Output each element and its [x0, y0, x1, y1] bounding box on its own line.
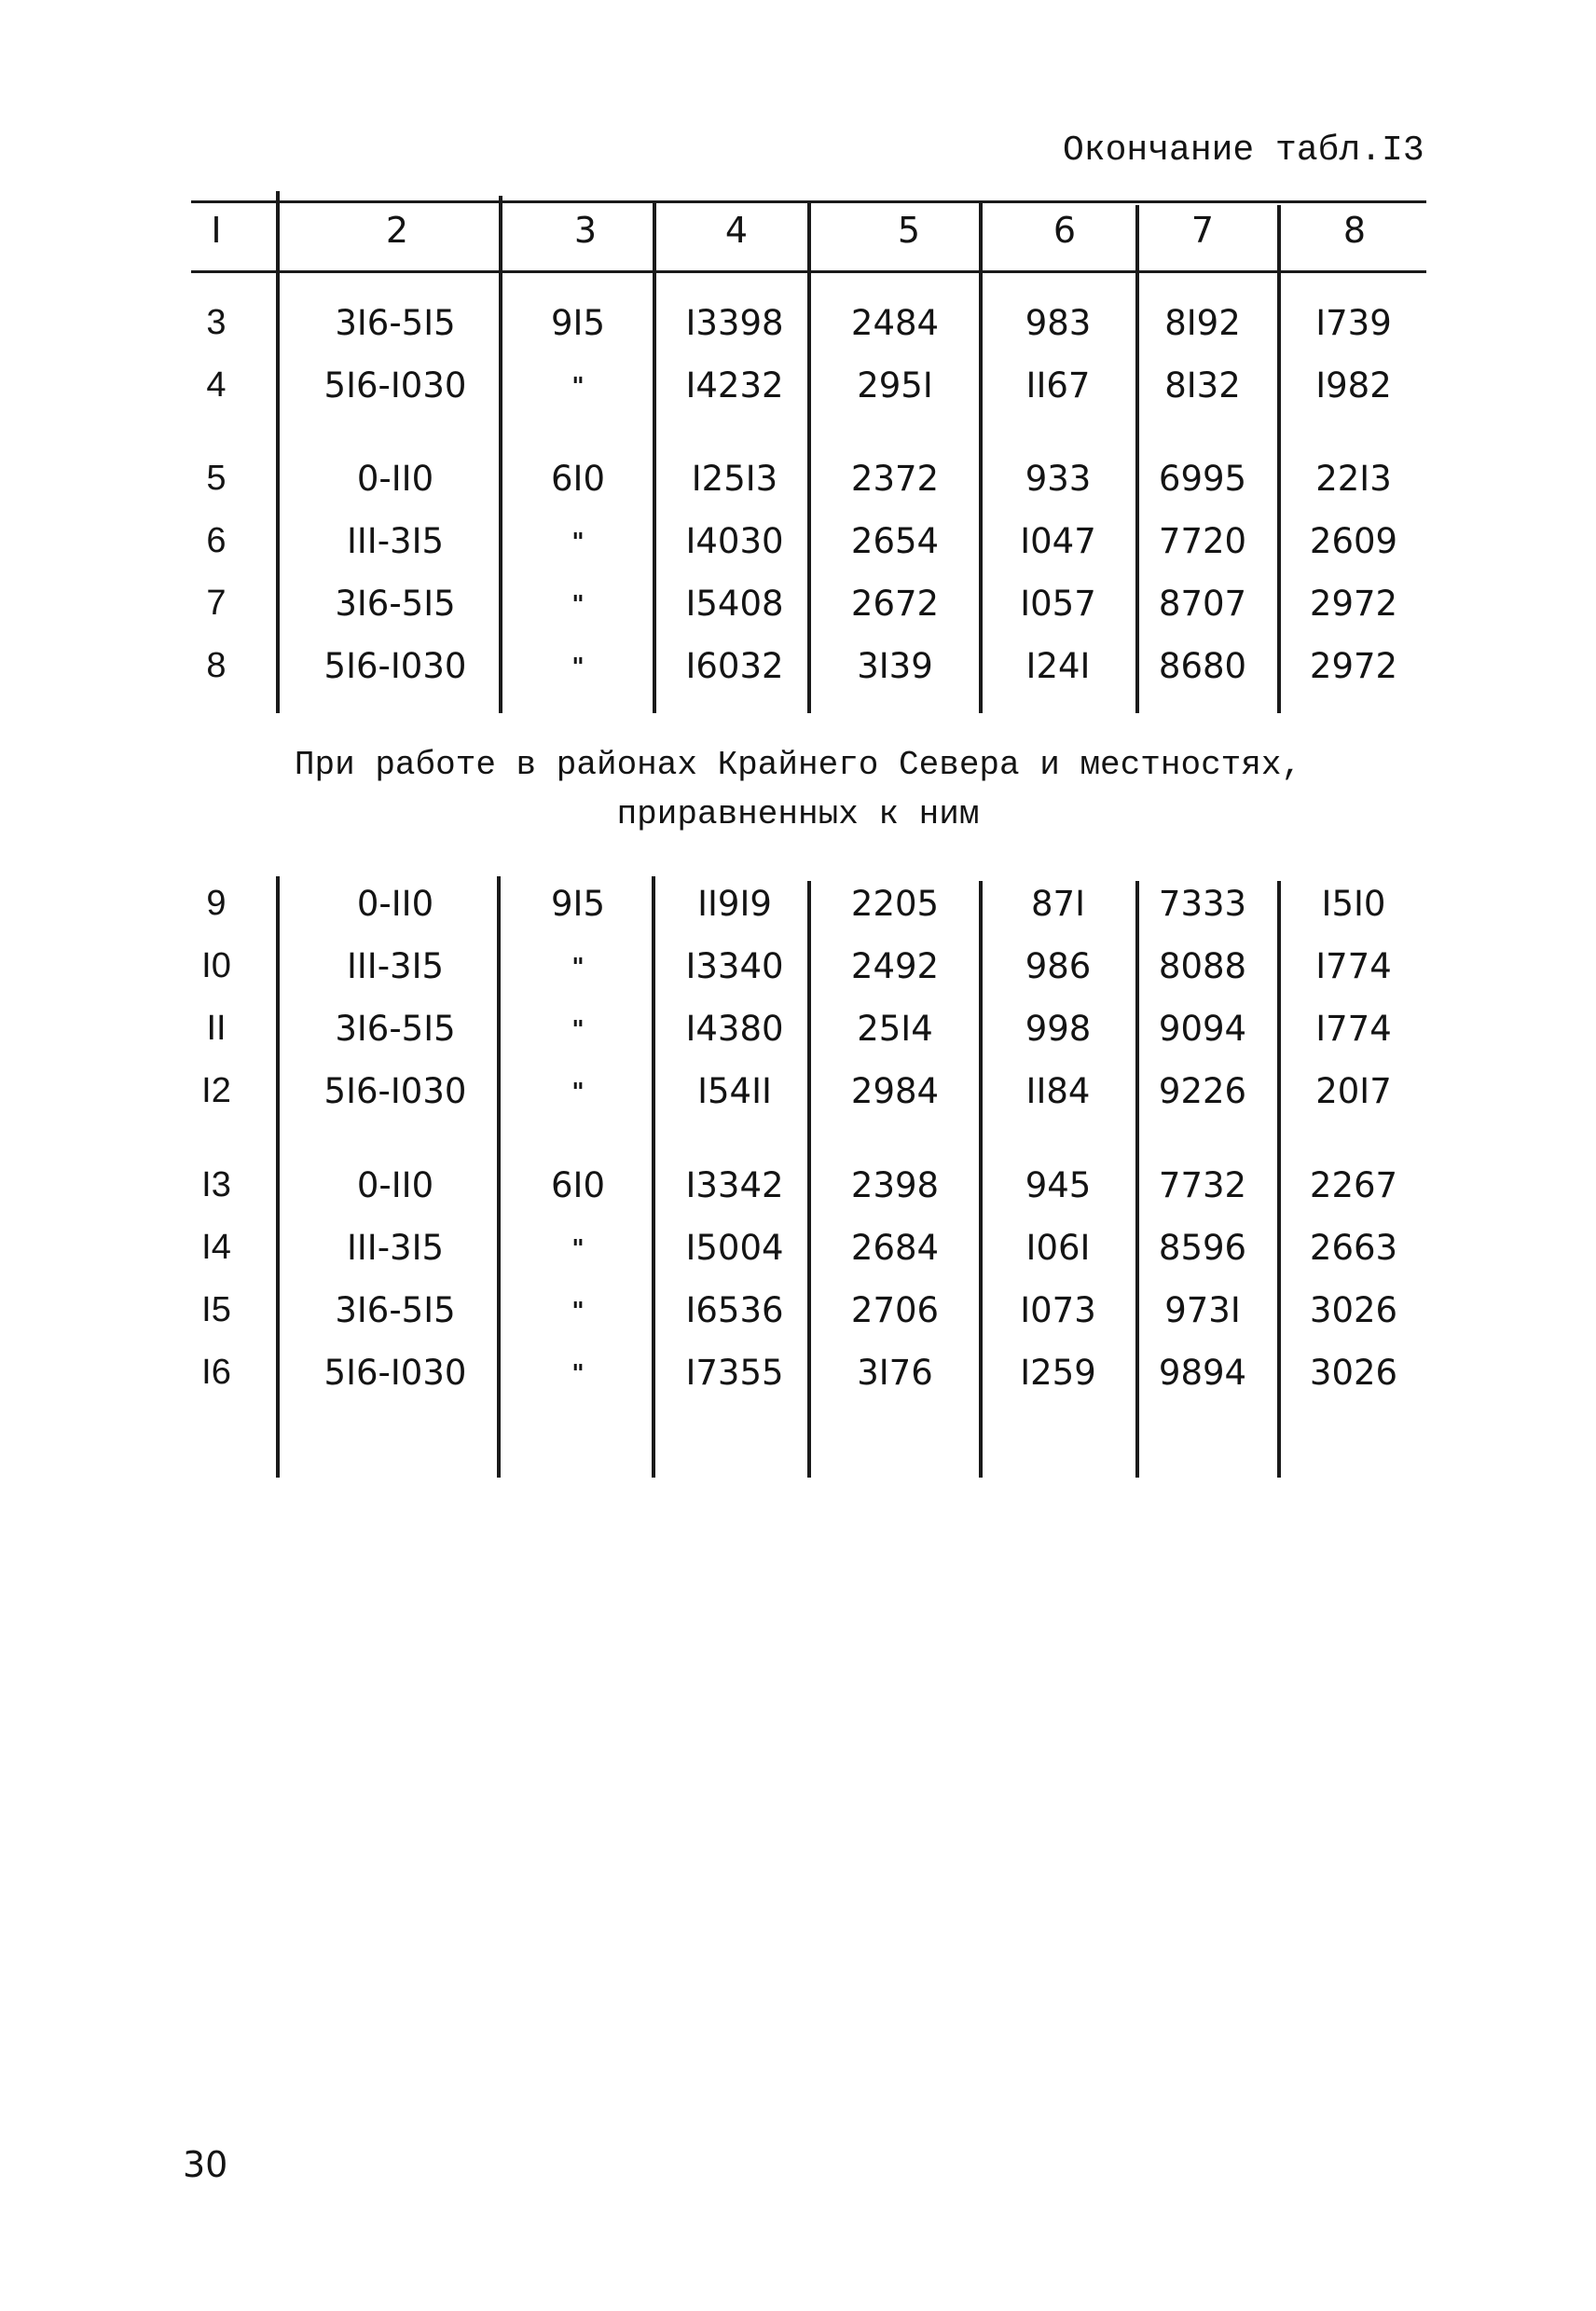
cell-row-number: I0 [201, 946, 231, 985]
cell-col-3: " [571, 1360, 585, 1388]
cell-col-3: " [571, 1079, 585, 1107]
column-divider [979, 200, 983, 713]
cell-col-3: " [571, 1298, 585, 1326]
cell-col-4: I6032 [685, 646, 784, 686]
column-divider [979, 881, 983, 1478]
cell-col-7: 9094 [1158, 1009, 1247, 1049]
cell-col-6: I047 [1020, 521, 1096, 561]
cell-col-5: 2484 [850, 303, 940, 343]
cell-col-8: I5I0 [1321, 884, 1386, 924]
cell-range: 3I6-5I5 [335, 584, 456, 624]
cell-col-8: 2972 [1309, 646, 1398, 686]
cell-range: 5I6-I030 [323, 1353, 467, 1393]
column-divider [276, 191, 280, 713]
cell-col-3: " [571, 529, 585, 557]
header-cell-1: I [211, 210, 222, 251]
cell-col-6: II67 [1025, 365, 1091, 406]
cell-col-5: 2492 [850, 946, 940, 986]
cell-col-8: 2609 [1309, 521, 1398, 561]
column-divider [1135, 881, 1139, 1478]
cell-row-number: 5 [206, 459, 227, 498]
cell-col-5: 2706 [850, 1290, 940, 1330]
header-cell-4: 4 [724, 210, 749, 251]
cell-col-5: 3I76 [857, 1353, 933, 1393]
cell-col-4: I5408 [685, 584, 784, 624]
cell-col-8: I739 [1315, 303, 1392, 343]
cell-range: 0-II0 [356, 459, 434, 499]
cell-col-6: II84 [1025, 1071, 1091, 1111]
cell-col-4: I54II [697, 1071, 772, 1111]
cell-col-5: 2398 [850, 1165, 940, 1205]
cell-col-8: I774 [1315, 946, 1392, 986]
cell-range: III-3I5 [346, 521, 445, 561]
cell-col-7: 7333 [1158, 884, 1247, 924]
header-cell-6: 6 [1053, 210, 1077, 251]
cell-col-4: I4030 [685, 521, 784, 561]
cell-col-4: I25I3 [691, 459, 778, 499]
cell-col-5: 2984 [850, 1071, 940, 1111]
column-divider [1277, 881, 1281, 1478]
cell-col-7: 9894 [1158, 1353, 1247, 1393]
cell-col-8: 2972 [1309, 584, 1398, 624]
header-cell-2: 2 [385, 210, 409, 251]
cell-col-5: 2654 [850, 521, 940, 561]
cell-col-4: I3398 [685, 303, 784, 343]
cell-range: 5I6-I030 [323, 1071, 467, 1111]
cell-range: 3I6-5I5 [335, 1009, 456, 1049]
cell-row-number: 4 [206, 365, 227, 405]
cell-col-4: I7355 [685, 1353, 784, 1393]
cell-row-number: 6 [206, 521, 227, 560]
cell-col-7: 7720 [1158, 521, 1247, 561]
cell-col-6: 933 [1025, 459, 1092, 499]
cell-row-number: I3 [201, 1165, 231, 1204]
cell-col-6: I057 [1020, 584, 1096, 624]
cell-row-number: I2 [201, 1071, 231, 1110]
cell-col-5: 2205 [850, 884, 940, 924]
cell-col-8: 3026 [1309, 1353, 1398, 1393]
column-divider [497, 876, 501, 1478]
cell-col-7: 8I32 [1164, 365, 1241, 406]
cell-range: 0-II0 [356, 1165, 434, 1205]
cell-col-3: " [571, 591, 585, 619]
cell-row-number: 8 [206, 646, 227, 685]
cell-col-8: I774 [1315, 1009, 1392, 1049]
cell-col-8: 22I3 [1315, 459, 1392, 499]
cell-range: 3I6-5I5 [335, 1290, 456, 1330]
cell-col-6: I259 [1020, 1353, 1096, 1393]
cell-col-4: II9I9 [697, 884, 772, 924]
cell-col-7: 6995 [1158, 459, 1247, 499]
header-cell-7: 7 [1190, 210, 1215, 251]
header-cell-5: 5 [897, 210, 921, 251]
cell-col-3: 9I5 [551, 303, 605, 343]
cell-col-6: 986 [1025, 946, 1092, 986]
cell-col-4: I4380 [685, 1009, 784, 1049]
cell-col-7: 8680 [1158, 646, 1247, 686]
cell-col-6: 945 [1025, 1165, 1092, 1205]
cell-col-8: 2663 [1309, 1228, 1398, 1268]
cell-col-4: I3340 [685, 946, 784, 986]
cell-col-8: 2267 [1309, 1165, 1398, 1205]
cell-range: 3I6-5I5 [335, 303, 456, 343]
column-divider [807, 200, 811, 713]
cell-col-5: 2684 [850, 1228, 940, 1268]
column-divider [652, 876, 655, 1478]
cell-col-6: I06I [1025, 1228, 1091, 1268]
cell-col-3: " [571, 954, 585, 982]
cell-col-6: 983 [1025, 303, 1092, 343]
cell-col-8: 3026 [1309, 1290, 1398, 1330]
cell-row-number: I5 [201, 1290, 231, 1329]
cell-col-3: " [571, 1235, 585, 1263]
cell-col-8: 20I7 [1315, 1071, 1392, 1111]
cell-col-5: 3I39 [857, 646, 933, 686]
cell-col-3: " [571, 373, 585, 401]
cell-col-6: I24I [1025, 646, 1091, 686]
cell-col-4: I5004 [685, 1228, 784, 1268]
cell-range: III-3I5 [346, 946, 445, 986]
page-number: 30 [183, 2144, 228, 2185]
cell-row-number: I4 [201, 1228, 231, 1267]
cell-range: 0-II0 [356, 884, 434, 924]
cell-row-number: II [206, 1009, 227, 1048]
cell-col-7: 8088 [1158, 946, 1247, 986]
cell-col-4: I4232 [685, 365, 784, 406]
cell-col-7: 7732 [1158, 1165, 1247, 1205]
cell-col-3: " [571, 653, 585, 681]
cell-col-6: 998 [1025, 1009, 1092, 1049]
cell-row-number: I6 [201, 1353, 231, 1392]
subheading-line-2: приравненных к ним [616, 795, 980, 833]
cell-col-5: 2672 [850, 584, 940, 624]
cell-col-7: 8I92 [1164, 303, 1241, 343]
column-divider [653, 200, 656, 713]
header-cell-8: 8 [1342, 210, 1367, 251]
cell-col-6: I073 [1020, 1290, 1096, 1330]
cell-col-3: 9I5 [551, 884, 605, 924]
cell-col-5: 2372 [850, 459, 940, 499]
cell-col-3: 6I0 [551, 1165, 605, 1205]
column-divider [1277, 205, 1281, 713]
cell-col-6: 87I [1031, 884, 1085, 924]
cell-col-7: 9226 [1158, 1071, 1247, 1111]
subheading-line-1: При работе в районах Крайнего Севера и местностях, [294, 746, 1302, 784]
column-divider [807, 881, 811, 1478]
cell-range: III-3I5 [346, 1228, 445, 1268]
cell-row-number: 9 [206, 884, 227, 923]
column-divider [276, 876, 280, 1478]
column-divider [1135, 205, 1139, 713]
cell-row-number: 3 [206, 303, 227, 342]
cell-range: 5I6-I030 [323, 365, 467, 406]
cell-col-7: 973I [1164, 1290, 1241, 1330]
column-divider [499, 196, 502, 713]
table-caption: Окончание табл.I3 [1063, 131, 1424, 171]
cell-col-5: 295I [857, 365, 933, 406]
cell-col-4: I6536 [685, 1290, 784, 1330]
cell-col-8: I982 [1315, 365, 1392, 406]
cell-col-5: 25I4 [857, 1009, 933, 1049]
cell-row-number: 7 [206, 584, 227, 623]
cell-col-3: " [571, 1016, 585, 1044]
cell-col-7: 8596 [1158, 1228, 1247, 1268]
header-cell-3: 3 [573, 210, 598, 251]
cell-col-4: I3342 [685, 1165, 784, 1205]
cell-col-3: 6I0 [551, 459, 605, 499]
cell-col-7: 8707 [1158, 584, 1247, 624]
cell-range: 5I6-I030 [323, 646, 467, 686]
